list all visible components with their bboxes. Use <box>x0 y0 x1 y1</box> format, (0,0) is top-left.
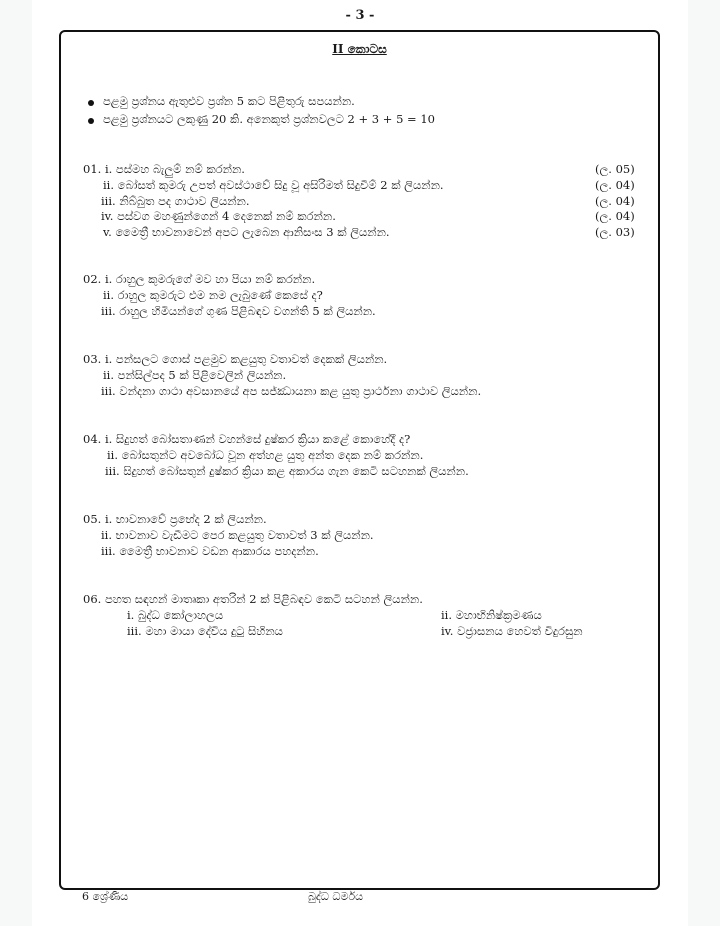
footer-subject: බුද්ධ ධර්මය <box>308 890 364 903</box>
q1-marks-iii: (ල. 04) <box>595 194 635 208</box>
q2-part-i: 02. i. රාහුල කුමරුගේ මව හා පියා නම් කරන්න. <box>83 272 316 286</box>
instruction-line: පළමු ප්‍රශ්නයට ලකුණු 20 කි. අනෙකුත් ප්‍රශ්නවලට 2 + 3 + 5 = 10 <box>103 112 435 126</box>
page-number: - 3 - <box>345 8 375 23</box>
section-title-text: II කොටස <box>332 42 387 56</box>
bullet-icon <box>88 100 94 106</box>
q3-part-iii: iii. වන්දනා ගාථා අවසානයේ අප සජ්ඣායනා කළ යුතු ප්‍රාර්ථනා ගාථාව ලියන්න. <box>101 384 482 398</box>
q6-stem: 06. පහත සඳහන් මාතෘකා අතරින් 2 ක් පිළිබඳව කෙටි සටහන් ලියන්න. <box>83 592 423 606</box>
q6-option-iii: iii. මහා මායා දේවිය දුටු සිහිනය <box>127 624 283 638</box>
q1-marks-i: (ල. 05) <box>595 162 635 176</box>
q5-part-iii: iii. මෛත්‍රී භාවනාව වඩන ආකාරය පහදන්න. <box>101 544 319 558</box>
content-frame <box>59 30 660 890</box>
q4-part-i: 04. i. සිදුහත් බෝසතාණන් වහන්සේ දුෂ්කර ක්‍රියා කළේ කොහේදී ද? <box>83 432 411 446</box>
q1-part-ii: ii. බෝසත් කුමරු උපත් අවස්ථාවේ සිදු වූ අසිරිමත් සිදුවීම් 2 ක් ලියන්න. <box>103 178 444 192</box>
q1-marks-ii: (ල. 04) <box>595 178 635 192</box>
q4-part-iii: iii. සිදුහත් බෝසතුන් දුෂ්කර ක්‍රියා කළ අකාරය ගැන කෙටි සටහනක් ලියන්න. <box>105 464 469 478</box>
q3-part-ii: ii. පන්සිල්පද 5 ක් පිළිවෙලින් ලියන්න. <box>103 368 287 382</box>
q2-part-ii: ii. රාහුල කුමරුට එම නම ලැබුණේ කෙසේ ද? <box>103 288 323 302</box>
q3-part-i: 03. i. පන්සලට ගොස් පළමුව කළයුතු වතාවත් දෙකක් ලියන්න. <box>83 352 388 366</box>
q1-part-i: 01. i. පස්මහ බැලුම් නම් කරන්න. <box>83 162 245 176</box>
q5-part-i: 05. i. භාවනාවේ ප්‍රභේද 2 ක් ලියන්න. <box>83 512 267 526</box>
q6-option-ii: ii. මහාභිනිෂ්ක්‍රමණය <box>441 608 542 622</box>
q2-part-iii: iii. රාහුල හිමියන්ගේ ගුණ පිළිබඳව වගන්ති 5 ක් ලියන්න. <box>101 304 376 318</box>
footer-grade: 6 ශ්‍රේණිය <box>82 890 129 903</box>
section-title <box>61 42 658 57</box>
q5-part-ii: ii. භාවනාව වැඩීමට පෙර කළයුතු වතාවත් 3 ක් ලියන්න. <box>101 528 374 542</box>
q1-part-v: v. මෛත්‍රී භාවනාවෙන් අපට ලැබෙන ආනිසංස 3 ක් ලියන්න. <box>103 225 390 239</box>
q6-option-i: i. බුද්ධ කෝලාහලය <box>127 608 224 622</box>
q6-option-iv: iv. වජ්‍රාසනය හෙවත් විදුරසුන <box>441 624 583 638</box>
bullet-icon <box>88 118 94 124</box>
q1-part-iii: iii. නිබ්බුත පද ගාථාව ලියන්න. <box>101 194 250 208</box>
instruction-line: පළමු ප්‍රශ්නය ඇතුළුව ප්‍රශ්න 5 කට පිළිතුරු සපයන්න. <box>103 94 355 108</box>
q1-part-iv: iv. පස්වග මහණුන්ගෙන් 4 දෙනෙක් නම් කරන්න. <box>101 209 336 223</box>
q1-marks-iv: (ල. 04) <box>595 209 635 223</box>
q1-marks-v: (ල. 03) <box>595 225 635 239</box>
q4-part-ii: ii. බෝසතුන්ට අවබෝධ වූන අත්හළ යුතු අන්ත දෙක නම් කරන්න. <box>107 448 424 462</box>
